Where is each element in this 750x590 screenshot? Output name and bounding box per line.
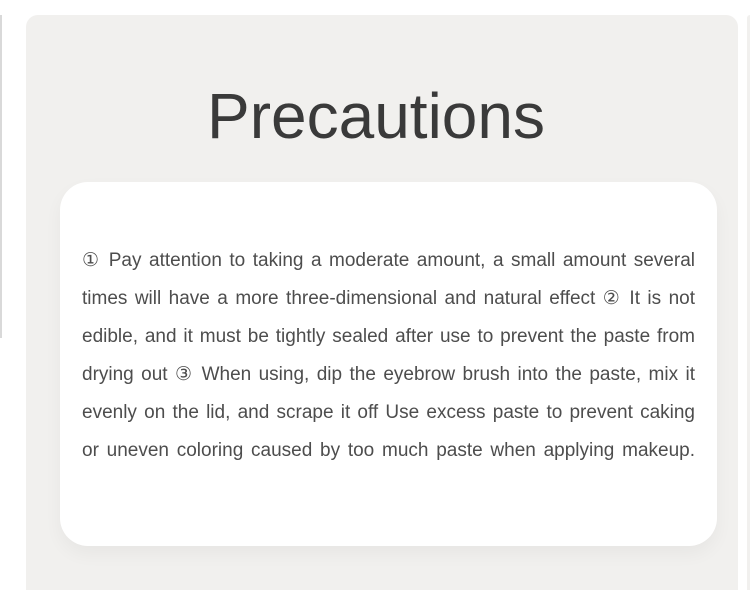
precautions-card [60,182,717,546]
precaution-line: edible, and it must be tightly sealed after use to prevent the paste from [82,326,695,347]
precaution-line: times will have a more three-dimensional and natural effect ② It is not [82,288,695,309]
section-title: Precautions [207,80,545,152]
precaution-line: or uneven coloring caused by too much paste when applying makeup. [82,440,695,461]
precaution-line: evenly on the lid, and scrape it off Use excess paste to prevent caking [82,402,695,423]
precaution-line: drying out ③ When using, dip the eyebrow brush into the paste, mix it [82,364,695,385]
precaution-line: ① Pay attention to taking a moderate amount, a small amount several [82,250,695,271]
precautions-panel [26,15,738,590]
previous-slide-edge [0,15,2,338]
